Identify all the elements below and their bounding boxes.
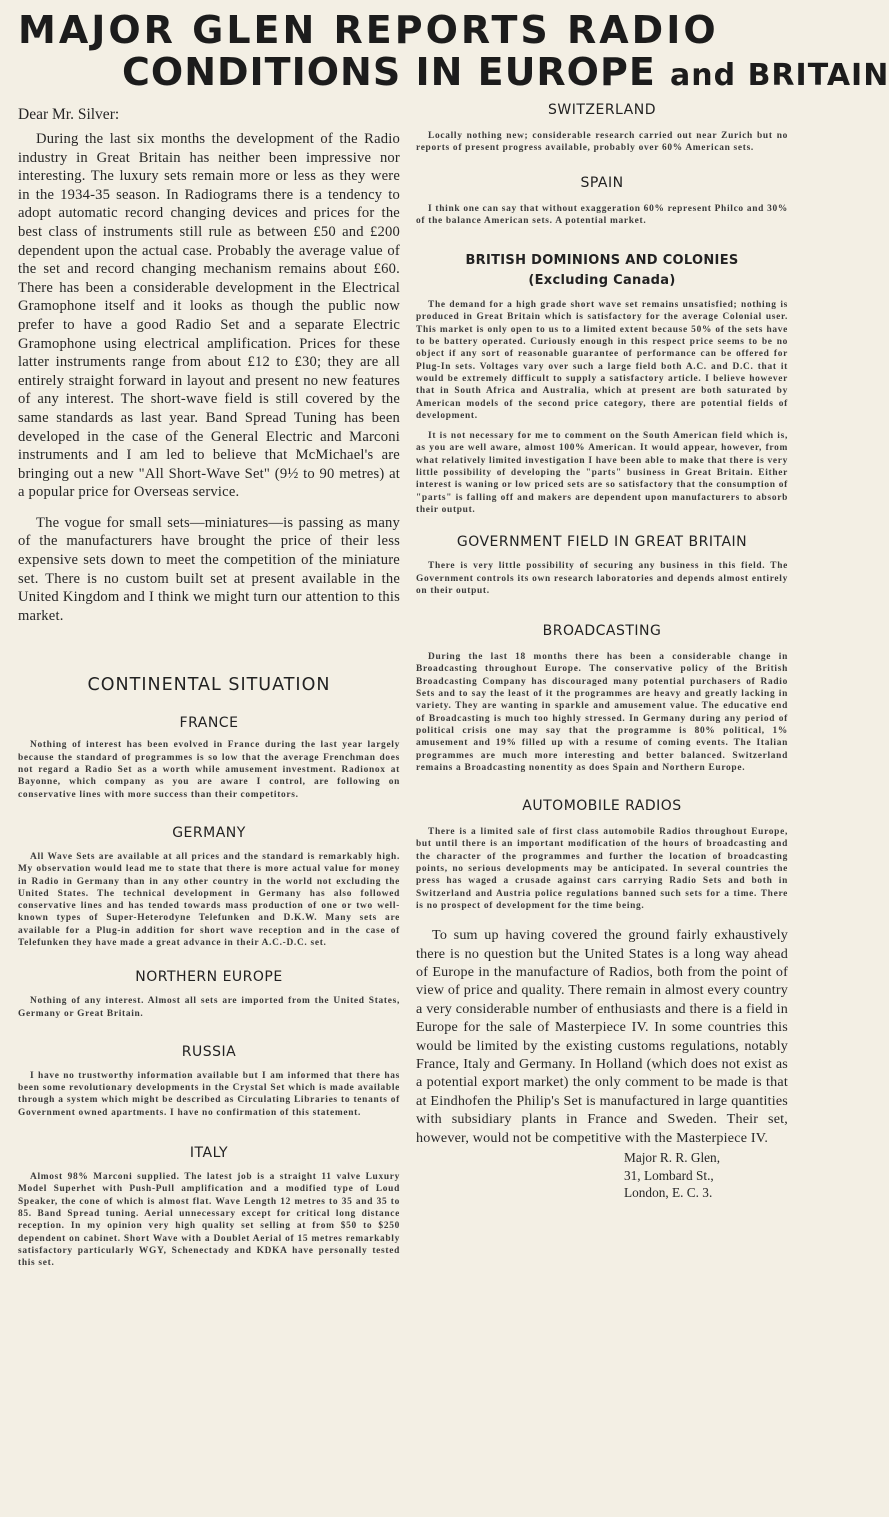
signature-street: 31, Lombard St., — [624, 1167, 714, 1183]
section-paragraph: The demand for a high grade short wave set remains unsatisfied; nothing is produced in Great Britain which is satisfactory for the average Colonial user. This market is only open to us to a limited extent because 50% of the sets have to be battery operated. Curiously enough in this respect price seems to be no object if any sort of reasonable guarantee of performance can be offered for Plug-In sets. Voltages vary over such a large field both A.C. and D.C. that it would be extremely difficult to supply a satisfactory article. I believe however that in South Africa and Australia, which at present are both saturated by American models of the second price category, there are potential fields of development. — [416, 300, 788, 421]
section-dominions — [416, 251, 788, 516]
section-russia — [18, 1044, 400, 1119]
signature-name: Major R. R. Glen, — [624, 1150, 721, 1166]
letter-paragraph: During the last six months the development of the Radio industry in Great Britain has neither been impressive nor interesting. The luxury sets remain more or less as they were in the 1934-35 season. In Radiograms there is a tendency to adopt automatic record changing devices and prices for the best class of instruments still rule as between £50 and £200 dependent upon the actual case. Probably the average value of the set and record changing mechanism remains about £60. There has been a considerable development in the Electrical Gramophone itself and it looks as though the public now prefer to have a good Radio Set and a separate Electric Gramophone using electrical amplification. Prices for these latter instruments range from about £12 to £30; they are all entirely straight forward in layout and present no new features of any interest. The short-wave field is still covered by the same standards as last year. Band Spread Tuning has been developed in the case of the General Electric and Marconi instruments and I am led to believe that McMichael's are bringing out a new "All Short-Wave Set" (9½ to 90 metres) at a popular price for Overseas service. — [18, 131, 400, 501]
section-subheading: (Excluding Canada) — [528, 273, 676, 289]
section-france — [18, 715, 400, 800]
section-paragraph: I think one can say that without exaggeration 60% represent Philco and 30% of the balance American sets. A potential market. — [416, 203, 788, 226]
salutation: Dear Mr. Silver: — [18, 106, 120, 123]
continental-heading: CONTINENTAL SITUATION — [87, 675, 331, 696]
right-column — [416, 102, 788, 1202]
section-heading: SPAIN — [580, 174, 624, 191]
section-broadcasting — [416, 623, 788, 774]
section-germany — [18, 825, 400, 949]
section-paragraph: All Wave Sets are available at all prices and the standard is remarkably high. My observation would lead me to state that there is more actual value for money in Radio in Germany than in any other country in the world not excluding the United States. The technical development in Germany has also followed conservative lines and has tended towards mass production of one or two well-known types of Super-Heterodyne Telefunken and D.K.W. Many sets are available for a Plug-in addition for short wave reception and in the case of Telefunken they have made a great advance in their A.C.-D.C. set. — [18, 851, 400, 948]
section-heading: FRANCE — [179, 715, 239, 732]
section-government — [416, 534, 788, 597]
section-spain — [416, 175, 788, 228]
section-paragraph: There is very little possibility of securing any business in this field. The Government controls its own research laboratories and depends almost entirely on their output. — [416, 561, 788, 596]
headline-line-1: MAJOR GLEN REPORTS RADIO — [18, 8, 719, 52]
signature-block — [624, 1149, 788, 1202]
headline-line-2 — [122, 50, 889, 94]
closing-paragraph: To sum up having covered the ground fairly exhaustively there is no question but the United States is a long way ahead of Europe in the manufacture of Radios, both from the point of view of price and quality. There remain in almost every country a very considerable number of enthusiasts and there is a field in Europe for the sale of Masterpiece IV. In some countries this would be limited by the existing customs regulations, notably France, Italy and Germany. In Holland (which does not exist as a potential export market) the only comment to be made is that at Eindhofen the Philip's Set is manufactured in large quantities with subsidiary plants in France and Sweden. Their set, however, would not be competitive with the Masterpiece IV. — [416, 927, 788, 1146]
section-paragraph: There is a limited sale of first class automobile Radios throughout Europe, but until there is an important modification of the hours of broadcasting and the character of the programmes and further the location of broadcasting points, no serious developments may be anticipated. In several countries the press has waged a crusade against cars carrying Radio Sets and both in Switzerland and Austria police regulations banned such sets for a time. There is no prospect of development for the time being. — [416, 827, 788, 911]
headline-main: CONDITIONS IN EUROPE — [122, 50, 656, 94]
section-paragraph: Locally nothing new; considerable research carried out near Zurich but no reports of present progress available, probably over 60% American sets. — [416, 131, 788, 154]
section-italy — [18, 1145, 400, 1269]
section-switzerland — [416, 102, 788, 155]
section-northern-europe — [18, 969, 400, 1020]
section-heading: SWITZERLAND — [547, 102, 657, 118]
section-heading: ITALY — [189, 1145, 229, 1162]
section-heading: RUSSIA — [181, 1043, 237, 1060]
section-paragraph: It is not necessary for me to comment on the South American field which is, as you are well aware, almost 100% American. It would appear, however, from what relatively limited investigation I have been able to make that there is very little possibility of developing the "parts" business in Great Britain. Either interest is waning or low priced sets are so satisfactory that the consumption of "parts" is falling off and makers are dependent upon manufacturers to absorb their output. — [416, 431, 788, 515]
left-column — [18, 106, 400, 1269]
section-heading: AUTOMOBILE RADIOS — [522, 798, 682, 815]
signature-city: London, E. C. 3. — [624, 1185, 713, 1201]
section-heading: NORTHERN EUROPE — [135, 969, 283, 986]
section-paragraph: Nothing of any interest. Almost all sets are imported from the United States, Germany or Great Britain. — [18, 996, 400, 1019]
section-heading: GOVERNMENT FIELD IN GREAT BRITAIN — [456, 534, 748, 551]
section-paragraph: Nothing of interest has been evolved in France during the last year largely because the standard of programmes is so low that the average Frenchman does not regard a Radio Set as a worth while amusement investment. Radionox at Bayonne, which company as you are aware I control, are following on conservative lines with more success than their competitors. — [18, 740, 400, 800]
section-heading: GERMANY — [172, 824, 246, 841]
section-paragraph: Almost 98% Marconi supplied. The latest job is a straight 11 valve Luxury Model Superhet with Push-Pull amplification and a modified type of Loud Speaker, the cone of which is almost flat. Wave Length 12 metres to 35 and 35 to 85. Band Spread tuning. Aerial unnecessary except for critical long distance reception. In my opinion very high quality set selling at from $50 to $250 dependent on cabinet. Short Wave with a Doublet Aerial of 15 metres remarkably satisfactory particularly WGY, Schenectady and KDKA have personally tested this set. — [18, 1172, 400, 1269]
section-paragraph: I have no trustworthy information available but I am informed that there has been some revolutionary developments in the Crystal Set which is made available through a system which might be described as Circulating Libraries to tenants of Government owned apartments. I have no confirmation of this statement. — [18, 1070, 400, 1118]
section-paragraph: During the last 18 months there has been a considerable change in Broadcasting throughout Europe. The conservative policy of the British Broadcasting Company has discouraged many potential purchasers of Radio Sets and to say the least of it the programmes are heavy and greatly lacking in variety. They are wanting in sparkle and amusement value. The educative end of Broadcasting is much too highly stressed. In Germany during any period of political crisis one may say that the programme is 80% political, 1% amusement and 19% filled up with a resume of coming events. The Italian programmes are much more interesting and better balanced. Switzerland remains a Broadcasting nonentity as does Spain and Northern Europe. — [416, 652, 788, 773]
section-automobile-radios — [416, 798, 788, 912]
headline-tail: and BRITAIN — [670, 58, 889, 93]
letter-paragraph: The vogue for small sets—miniatures—is passing as many of the manufacturers have brought the price of their less expensive sets down to meet the competition of the miniature set. There is no custom built set at present available in the United Kingdom and I think we might turn our attention to this market. — [18, 514, 400, 624]
section-heading: BROADCASTING — [542, 623, 662, 640]
section-heading: BRITISH DOMINIONS AND COLONIES — [465, 253, 739, 269]
